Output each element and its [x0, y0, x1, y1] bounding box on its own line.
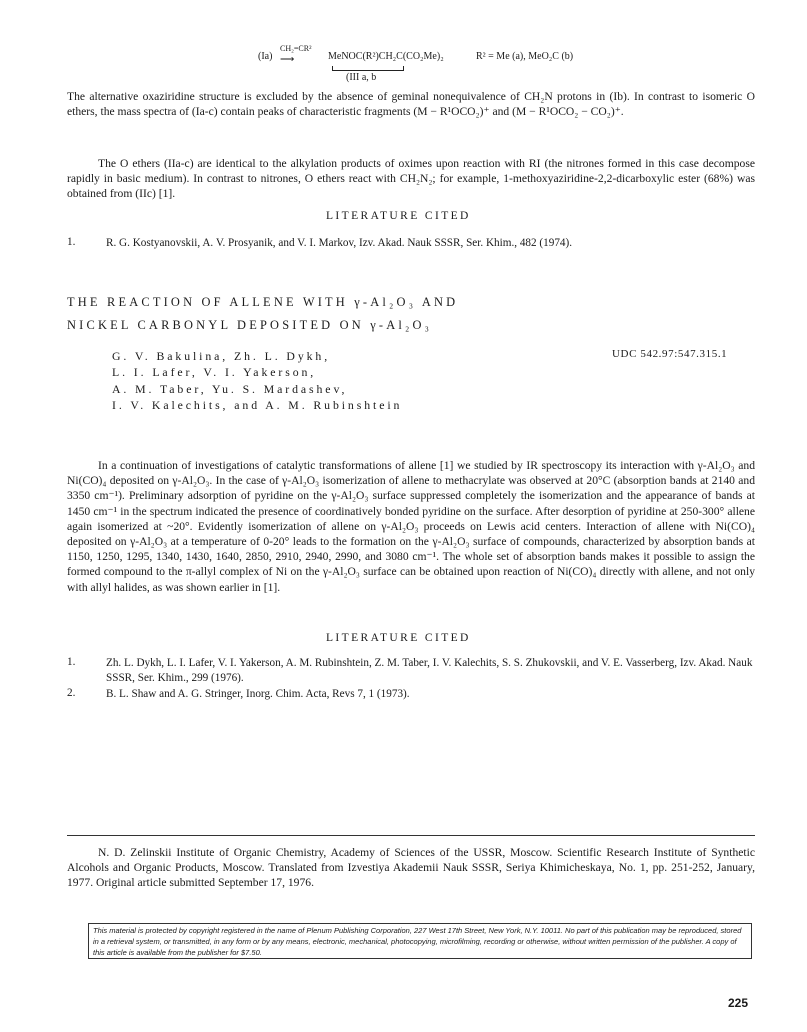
article1-literature-heading: LITERATURE CITED: [326, 210, 471, 222]
scheme-label: (III a, b: [346, 72, 377, 83]
article2-ref-2-text: B. L. Shaw and A. G. Stringer, Inorg. Chim. Acta, Revs 7, 1 (1973).: [106, 688, 410, 700]
article2-body: In a continuation of investigations of catalytic transformations of allene [1] we studied by IR spectroscopy its interaction with γ-Al₂O₃ and Ni(CO)₄ deposited on γ-Al₂O₃. In the case of γ-Al₂O₃ isomerization of allene to methacrylate was observed at 20°C (absorption bands at 2140 and 3350 cm⁻¹). Preliminary adsorption of pyridine on the γ-Al₂O₃ surface suppressed completely the isomerization and the appearance of bands at 1450 cm⁻¹ in the spectrum indicated the presence of coordinatively bonded pyridine on the surface. After desorption of pyridine at 250-300° allene again isomerized at ~20°. Evidently isomerization of allene on γ-Al₂O₃ proceeds on Lewis acid centers. Interaction of allene with Ni(CO)₄ deposited on γ-Al₂O₃ at a temperature of 0-20° leads to the formation on the γ-Al₂O₃ surface of compounds, characterized by absorption bands at 1150, 1250, 1295, 1340, 1430, 1640, 2850, 2910, 2940, 2990, and 3080 cm⁻¹. The whole set of absorption bands makes it possible to assign the formed compound to the π-allyl complex of Ni on the γ-Al₂O₃ surface can be obtained upon reaction of Ni(CO)₄ directly with allene, and not only with allyl halides, as was shown earlier in [1].: [67, 459, 755, 594]
scheme-r-definition: R² = Me (a), MeO₂C (b): [476, 51, 574, 62]
article2-ref-2-number: 2.: [67, 687, 76, 699]
article1-paragraph-2: The O ethers (IIa-c) are identical to the alkylation products of oximes upon reaction with RI (the nitrones formed in this case decompose rapidly in basic medium). In contrast to nitrones, O ethers react with CH₂N₂; for example, 1-methoxyaziridine-2,2-dicarboxylic ester (68%) was obtained from (IIc) [1].: [67, 157, 755, 201]
article2-ref-1-text: Zh. L. Dykh, L. I. Lafer, V. I. Yakerson, A. M. Rubinshtein, Z. M. Taber, I. V. Kalechits, S. S. Zhukovskii, and V. E. Vasserberg, Izv. Akad. Nauk SSSR, Ser. Khim., 299 (1976).: [106, 657, 753, 684]
udc-code: UDC 542.97:547.315.1: [612, 348, 728, 360]
article2-literature-heading: LITERATURE CITED: [326, 632, 471, 644]
article2-ref-1-number: 1.: [67, 656, 76, 668]
article2-authors: [112, 348, 402, 413]
article1-ref-1-text: R. G. Kostyanovskii, A. V. Prosyanik, and V. I. Markov, Izv. Akad. Nauk SSSR, Ser. Khim., 482 (1974).: [106, 237, 573, 249]
scheme-condition: CH₂=CR²: [280, 44, 312, 53]
footer-divider: [67, 835, 755, 836]
scheme-bracket: [332, 66, 404, 71]
affiliation-footnote: N. D. Zelinskii Institute of Organic Chemistry, Academy of Sciences of the USSR, Moscow. Scientific Research Institute of Synthetic Alcohols and Organic Products, Moscow. Translated from Izvestiya Akademii Nauk SSSR, Seriya Khimicheskaya, No. 1, pp. 251-252, January, 1977. Original article submitted September 17, 1976.: [67, 846, 755, 890]
article1-paragraph-1: The alternative oxaziridine structure is excluded by the absence of geminal nonequivalence of CH₂N protons in (Ib). In contrast to isomeric O ethers, the mass spectra of (Ia-c) contain peaks of characteristic fragments (M − R¹OCO₂)⁺ and (M − R¹OCO₂ − CO₂)⁺.: [67, 90, 755, 119]
author-line: I. V. Kalechits, and A. M. Rubinshtein: [112, 397, 403, 412]
article1-ref-1-number: 1.: [67, 236, 76, 248]
reaction-arrow-icon: ⟶: [280, 54, 294, 65]
scheme-reactant: (Ia): [258, 51, 273, 62]
author-line: L. I. Lafer, V. I. Yakerson,: [112, 365, 317, 380]
copyright-notice: [88, 923, 752, 959]
author-line: A. M. Taber, Yu. S. Mardashev,: [112, 381, 348, 396]
page-number: 225: [728, 996, 749, 1010]
copyright-text: This material is protected by copyright registered in the name of Plenum Publishing Corporation, 227 West 17th Street, New York, N.Y. 10011. No part of this publication may be reproduced, stored in a retrieval system, or transmitted, in any form or by any means, electronic, mechanical, photocopying, microfilming, recording or otherwise, without written permission of the publisher. A copy of this article is available from the publisher for $7.50.: [93, 926, 742, 957]
author-line: G. V. Bakulina, Zh. L. Dykh,: [112, 349, 331, 363]
article2-title-line-1: THE REACTION OF ALLENE WITH γ-Al₂O₃ AND: [67, 295, 459, 309]
article2-title-line-2: NICKEL CARBONYL DEPOSITED ON γ-Al₂O₃: [67, 318, 433, 332]
scheme-product: MeNOC(R²)CH₂C(CO₂Me)₂: [328, 51, 444, 62]
reaction-scheme: [258, 46, 588, 88]
